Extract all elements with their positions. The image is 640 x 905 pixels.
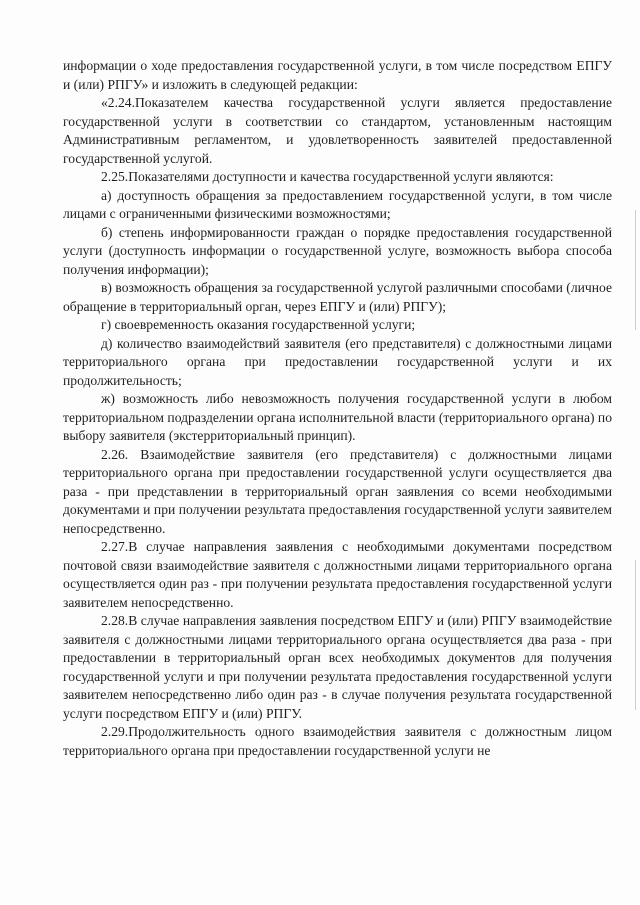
paragraph-2-25: 2.25.Показателями доступности и качества государственной услуги являются:: [101, 169, 554, 184]
list-item-g: г) своевременность оказания государственной услуги;: [101, 317, 416, 332]
list-item-a: а) доступность обращения за предоставлением государственной услуги, в том числе лицами с ограниченными физическими возможностями;: [63, 187, 612, 221]
list-item-d: д) количество взаимодействий заявителя (его представителя) с должностными лицами территориального органа при предоставлении государственной услуги и их продолжительность;: [63, 335, 612, 388]
paragraph-2-24: «2.24.Показателем качества государственной услуги является предоставление государственной услуги в соответствии со стандартом, установленным настоящим Административным регламентом, и удовлетворенность заявителей предоставленной государственной услугой.: [63, 95, 612, 166]
paragraph-2-29: 2.29.Продолжительность одного взаимодействия заявителя с должностным лицом территориального органа при предоставлении государственной услуги не: [63, 724, 612, 758]
list-item-v: в) возможность обращения за государственной услугой различными способами (личное обращение в территориальный орган, через ЕПГУ и (или) РПГУ);: [63, 280, 612, 314]
list-item-zh: ж) возможность либо невозможность получения государственной услуги в любом территориальном подразделении органа исполнительной власти (территориального органа) по выбору заявителя (экстерриториальный принцип).: [63, 391, 612, 443]
paragraph-2-26: 2.26. Взаимодействие заявителя (его представителя) с должностными лицами территориального органа при предоставлении государственной услуги осуществляется два раза - при представлении в территориальный орган заявления со всеми необходимыми документами и при получении результата предоставления государственной услуги заявителем непосредственно.: [63, 446, 612, 536]
list-item-b: б) степень информированности граждан о порядке предоставления государственной услуги (доступность информации о государственной услуге, возможность выбора способа получения информации);: [63, 224, 612, 277]
paragraph-continuation: информации о ходе предоставления государственной услуги, в том числе посредством ЕПГУ и (или) РПГУ» и изложить в следующей редакции:: [63, 58, 612, 92]
scan-edge-mark: [635, 210, 636, 330]
scan-edge-mark: [635, 560, 636, 710]
document-body: [63, 57, 612, 760]
paragraph-2-27: 2.27.В случае направления заявления с необходимыми документами посредством почтовой связи взаимодействие заявителя с должностными лицами территориального органа осуществляется один раз - при получении результата предоставления государственной услуги заявителем непосредственно.: [63, 539, 612, 610]
paragraph-2-28: 2.28.В случае направления заявления посредством ЕПГУ и (или) РПГУ взаимодействие заявителя с должностными лицами территориального органа осуществляется два раза - при предоставлении в территориальный орган всех необходимых документов для получения государственной услуги и при получении результата предоставления государственной услуги заявителем непосредственно либо один раз - в случае получения результата государственной услуги посредством ЕПГУ и (или) РПГУ.: [63, 613, 612, 721]
